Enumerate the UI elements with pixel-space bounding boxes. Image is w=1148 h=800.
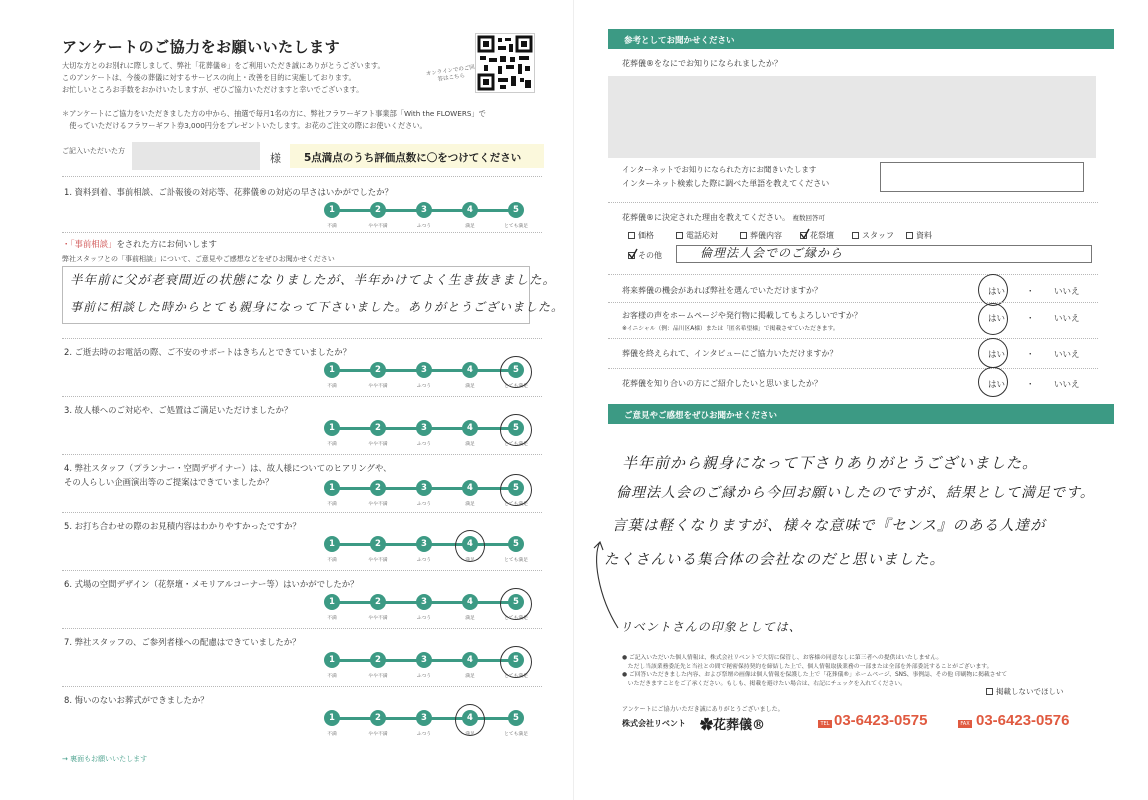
reference-section-header: 参考としてお聞かせください	[608, 29, 1114, 49]
rating-scale-q3[interactable]	[316, 420, 532, 448]
rating-option[interactable]: 3	[416, 536, 432, 552]
rating-option[interactable]: 4	[462, 652, 478, 668]
handwritten-other-reason: 倫理法人会でのご縁から	[700, 246, 844, 260]
scale-label: とても満足	[504, 616, 528, 621]
scale-label: 満足	[465, 384, 475, 389]
scale-label: ふつう	[416, 732, 432, 737]
scale-label: 満足	[465, 616, 475, 621]
divider	[608, 274, 1098, 275]
question-3: 3. 故人様へのご対応や、ご処置はご満足いただけましたか？	[64, 405, 293, 415]
name-field-redacted[interactable]	[132, 142, 260, 170]
rating-option[interactable]: 1	[324, 202, 340, 218]
scale-label: 満足	[465, 732, 475, 737]
how-did-you-know-question: 花葬儀®をなにでお知りになられましたか？	[622, 59, 782, 68]
intro-line: 大切な方とのお別れに際しまして、弊社「花葬儀®」をご利用いただき誠にありがとうございます。	[62, 61, 385, 70]
scale-label: とても満足	[504, 732, 528, 737]
rating-option[interactable]: 3	[416, 420, 432, 436]
divider	[62, 232, 542, 233]
scale-label: 不満	[327, 674, 337, 679]
thank-you-note: アンケートにご協力いただき誠にありがとうございました。	[622, 706, 784, 713]
name-label: ご記入いただいた方	[62, 147, 125, 155]
scale-label: やや不満	[368, 224, 388, 229]
name-suffix: 様	[270, 152, 281, 165]
question-4: 4. 弊社スタッフ（プランナー・空間デザイナー）は、故人様についてのヒアリングや、	[64, 463, 392, 473]
separator-dot: ・	[1026, 380, 1035, 390]
question-5: 5. お打ち合わせの際のお見積内容はわかりやすかったですか？	[64, 521, 301, 531]
intro-line: このアンケートは、今後の葬儀に対するサービスの向上・改善を目的に実施しております。	[62, 73, 356, 82]
divider	[608, 202, 1098, 203]
reason-label: その他	[638, 251, 662, 260]
scale-label: ふつう	[416, 502, 432, 507]
scale-label: とても満足	[504, 502, 528, 507]
rating-option[interactable]: 5	[508, 594, 524, 610]
handwritten-arrow-icon	[590, 536, 622, 636]
reason-checkbox-phone[interactable]	[676, 230, 718, 241]
checkbox-icon[interactable]	[800, 232, 807, 239]
company-name: 株式会社リベント	[622, 719, 686, 728]
yes-option[interactable]: はい	[988, 380, 1006, 390]
rating-option[interactable]: 1	[324, 594, 340, 610]
scale-label: 不満	[327, 558, 337, 563]
rating-option[interactable]: 2	[370, 652, 386, 668]
page-title: アンケートのご協力をお願いいたします	[62, 38, 341, 56]
rating-option[interactable]: 1	[324, 536, 340, 552]
rating-scale-q6[interactable]	[316, 594, 532, 622]
rating-scale-q7[interactable]	[316, 652, 532, 680]
checkbox-icon[interactable]	[676, 232, 683, 239]
rating-option[interactable]: 3	[416, 652, 432, 668]
handwritten-selection-circle	[500, 646, 532, 678]
scale-label: 満足	[465, 558, 475, 563]
privacy-line: いただきますことをご了承ください。もしも、掲載を避けたい場合は、右記にチェックを入れてください。	[622, 680, 906, 687]
divider	[62, 396, 542, 397]
rating-option[interactable]: 2	[370, 420, 386, 436]
reason-checkbox-altar[interactable]	[800, 230, 834, 241]
search-words-field[interactable]	[880, 162, 1084, 192]
handwritten-selection-circle	[978, 338, 1008, 368]
rating-option[interactable]: 1	[324, 652, 340, 668]
divider	[608, 368, 1098, 369]
reason-label: 電話応対	[686, 231, 718, 240]
rating-scale-q2[interactable]	[316, 362, 532, 390]
divider	[608, 338, 1098, 339]
question-6: 6. 式場の空間デザイン（花祭壇・メモリアルコーナー等）はいかがでしたか？	[64, 579, 359, 589]
handwritten-selection-circle	[978, 367, 1008, 397]
scale-label: やや不満	[368, 502, 388, 507]
internet-question-intro: インターネットでお知りになられた方にお聞きいたします	[622, 165, 817, 174]
notice-line: ＊アンケートにご協力をいただきました方の中から、抽選で毎月1名の方に、弊社フラワーギフト事業部「With the FLOWERS」で	[62, 109, 486, 118]
rating-option[interactable]: 3	[416, 710, 432, 726]
handwritten-opinion: たくさんいる集合体の会社なのだと思いました。	[604, 552, 945, 568]
scale-label: ふつう	[416, 442, 432, 447]
rating-option[interactable]: 1	[324, 710, 340, 726]
reason-label: スタッフ	[862, 231, 894, 240]
handwritten-opinion: 半年前から親身になって下さりありがとうございました。	[622, 454, 1039, 472]
consult-heading	[62, 238, 217, 250]
scale-label: 満足	[465, 224, 475, 229]
checkbox-icon[interactable]	[906, 232, 913, 239]
rating-option[interactable]: 2	[370, 480, 386, 496]
internet-search-question: インターネット検索した際に調べた単語を教えてください	[622, 179, 830, 188]
question-2: 2. ご逝去時のお電話の際、ご不安のサポートはきちんとできていましたか？	[64, 347, 352, 357]
handwritten-opinion-note: リベントさんの印象としては、	[620, 620, 802, 634]
brand-logo	[700, 714, 765, 733]
scale-label: ふつう	[416, 674, 432, 679]
no-option[interactable]: いいえ	[1054, 350, 1080, 360]
yn-question-referral: 花葬儀を知り合いの方にご紹介したいと思いましたか？	[622, 379, 822, 388]
yn-question-future: 将来葬儀の機会があれば弊社を選んでいただけますか？	[622, 286, 822, 295]
handwritten-selection-circle	[978, 303, 1008, 335]
question-4-line-2: その人らしい企画演出等のご提案はできていましたか？	[64, 477, 274, 487]
rating-option[interactable]: 5	[508, 710, 524, 726]
scale-label: とても満足	[504, 558, 528, 563]
no-option[interactable]: いいえ	[1054, 380, 1080, 390]
no-option[interactable]: いいえ	[1054, 287, 1080, 297]
scale-label: やや不満	[368, 442, 388, 447]
divider	[62, 454, 542, 455]
scale-label: 満足	[465, 442, 475, 447]
intro-line: お忙しいところお手数をおかけいたしますが、ぜひご協力いただけますと幸いでございます。	[62, 85, 364, 94]
scale-label: とても満足	[504, 224, 528, 229]
reason-checkbox-other[interactable]	[628, 250, 662, 261]
rating-option[interactable]: 4	[462, 420, 478, 436]
checkbox-icon[interactable]	[628, 232, 635, 239]
rating-option[interactable]: 4	[462, 202, 478, 218]
checkbox-icon[interactable]	[628, 252, 635, 259]
handwritten-selection-circle	[500, 414, 532, 446]
rating-option[interactable]: 5	[508, 362, 524, 378]
rating-option[interactable]: 1	[324, 362, 340, 378]
rating-option[interactable]: 5	[508, 652, 524, 668]
fax-tag: FAX	[958, 720, 972, 728]
yn-question-publish: お客様の声をホームページや発行物に掲載してもよろしいですか？	[622, 311, 862, 320]
reason-label: 資料	[916, 231, 932, 240]
rating-option[interactable]: 5	[508, 202, 524, 218]
qr-code-icon[interactable]	[475, 33, 535, 93]
turn-over-note: → 裏面もお願いいたします	[62, 755, 148, 763]
separator-dot: ・	[1026, 314, 1035, 324]
gift-notice	[62, 108, 542, 132]
yn-question-interview: 葬儀を終えられて、インタビューにご協力いただけますか？	[622, 349, 838, 358]
rating-option[interactable]: 4	[462, 362, 478, 378]
scale-label: ふつう	[416, 558, 432, 563]
scale-label: やや不満	[368, 558, 388, 563]
question-1: 1. 資料到着、事前相談、ご訃報後の対応等、花葬儀®の対応の早さはいかがでしたか？	[64, 187, 393, 197]
yes-option[interactable]: はい	[988, 314, 1006, 324]
scale-label: 満足	[465, 502, 475, 507]
reason-question-text: 花葬儀®に決定された理由を教えてください。	[622, 213, 790, 222]
separator-dot: ・	[1026, 350, 1035, 360]
handwritten-selection-circle	[455, 530, 485, 562]
handwritten-answer: 半年前に父が老衰間近の状態になりましたが、半年かけてよく生き抜きました。	[70, 272, 557, 287]
scale-label: 満足	[465, 674, 475, 679]
scale-label: とても満足	[504, 674, 528, 679]
scale-label: 不満	[327, 616, 337, 621]
reason-label: 花祭壇	[810, 231, 834, 240]
rating-option[interactable]: 1	[324, 480, 340, 496]
scale-label: 不満	[327, 732, 337, 737]
reason-checkbox-price[interactable]	[628, 230, 654, 241]
reason-checkbox-materials[interactable]	[906, 230, 932, 241]
scale-label: 不満	[327, 442, 337, 447]
opinion-section-header: ご意見やご感想をぜひお聞かせください	[608, 404, 1114, 424]
scale-label: 不満	[327, 224, 337, 229]
checkbox-icon[interactable]	[852, 232, 859, 239]
reason-checkbox-staff[interactable]	[852, 230, 894, 241]
divider	[62, 628, 542, 629]
rating-option[interactable]: 1	[324, 420, 340, 436]
phone-number[interactable]: 03-6423-0575	[834, 712, 928, 729]
rating-option[interactable]: 5	[508, 536, 524, 552]
privacy-notice	[622, 654, 1092, 688]
handwritten-selection-circle	[455, 704, 485, 736]
rating-option[interactable]: 2	[370, 362, 386, 378]
handwritten-opinion: 倫理法人会のご縁から今回お願いしたのですが、結果として満足です。	[616, 485, 1095, 501]
consult-heading-text: をされた方にお伺いします	[116, 239, 217, 249]
page-divider	[573, 0, 574, 800]
scale-label: とても満足	[504, 442, 528, 447]
rating-scale-q1[interactable]	[316, 202, 532, 230]
divider	[62, 176, 542, 177]
handwritten-selection-circle	[500, 474, 532, 506]
privacy-line: ● ご記入いただいた個人情報は、株式会社リベントで大切に保管し、お客様の同意なしに第三者への提供はいたしません。	[622, 655, 943, 661]
yes-option[interactable]: はい	[988, 287, 1006, 297]
rating-option[interactable]: 2	[370, 536, 386, 552]
divider	[62, 686, 542, 687]
scale-label: 不満	[327, 384, 337, 389]
rating-option[interactable]: 4	[462, 710, 478, 726]
rating-option[interactable]: 2	[370, 710, 386, 726]
rating-option[interactable]: 4	[462, 536, 478, 552]
do-not-publish-label: 掲載しないでほしい	[996, 687, 1064, 696]
scale-label: やや不満	[368, 384, 388, 389]
question-8: 8. 悔いのないお葬式ができましたか？	[64, 695, 209, 705]
rating-option[interactable]: 5	[508, 480, 524, 496]
consult-subheading: 弊社スタッフとの「事前相談」について、ご意見やご感想などをぜひお聞かせください	[62, 255, 335, 263]
redacted-answers	[608, 76, 1096, 158]
checkbox-icon[interactable]	[740, 232, 747, 239]
divider	[62, 570, 542, 571]
publish-note: ※イニシャル（例：品川区A様）または「匿名希望様」で掲載させていただきます。	[622, 326, 839, 332]
no-option[interactable]: いいえ	[1054, 314, 1080, 324]
rating-option[interactable]: 3	[416, 594, 432, 610]
rating-option[interactable]: 5	[508, 420, 524, 436]
privacy-line: ● ご回答いただきました内容、および祭壇の画像は個人情報を保護した上で「花葬儀®」ホームページ、SNS、事例誌、その他 印刷物に掲載させて	[622, 672, 1008, 678]
intro-text	[62, 60, 457, 96]
scale-label: 不満	[327, 502, 337, 507]
rating-option[interactable]: 2	[370, 202, 386, 218]
handwritten-selection-circle	[500, 588, 532, 620]
separator-dot: ・	[1026, 287, 1035, 297]
privacy-line: ただし当該業務委託先と当社との間で秘密保持契約を締結した上で、個人情報取扱業務の一部または全部を外部委託することがございます。	[622, 663, 993, 670]
evaluation-instruction: 5点満点のうち評価点数に〇をつけてください	[290, 144, 544, 168]
multiple-answers-note: 複数回答可	[792, 214, 826, 222]
yes-option[interactable]: はい	[988, 350, 1006, 360]
notice-line: 使っていただけるフラワーギフト券3,000円分をプレゼントいたします。お花のご注文の際にお使いください。	[62, 121, 427, 130]
do-not-publish-checkbox[interactable]	[986, 686, 1064, 697]
rating-option[interactable]: 3	[416, 480, 432, 496]
divider	[62, 512, 542, 513]
rating-option[interactable]: 4	[462, 480, 478, 496]
consult-heading-mark: ・「事前相談」	[62, 239, 117, 249]
fax-number[interactable]: 03-6423-0576	[976, 712, 1070, 729]
handwritten-selection-circle	[500, 356, 532, 388]
scale-label: やや不満	[368, 674, 388, 679]
checkbox-icon[interactable]	[986, 688, 993, 695]
handwritten-answer: 事前に相談した時からとても親身になって下さいました。ありがとうございました。	[70, 300, 565, 314]
rating-option[interactable]: 3	[416, 202, 432, 218]
rating-scale-q5[interactable]	[316, 536, 532, 564]
rating-option[interactable]: 2	[370, 594, 386, 610]
scale-label: やや不満	[368, 616, 388, 621]
scale-label: とても満足	[504, 384, 528, 389]
handwritten-opinion: 言葉は軽くなりますが、様々な意味で『センス』のある人達が	[612, 518, 1046, 534]
divider	[62, 338, 542, 339]
reason-label: 価格	[638, 231, 654, 240]
rating-option[interactable]: 3	[416, 362, 432, 378]
reason-checkbox-content[interactable]	[740, 230, 782, 241]
reason-question	[622, 212, 825, 223]
rating-scale-q8[interactable]	[316, 710, 532, 738]
scale-label: ふつう	[416, 616, 432, 621]
scale-label: ふつう	[416, 384, 432, 389]
reason-label: 葬儀内容	[750, 231, 782, 240]
question-7: 7. 弊社スタッフの、ご参列者様への配慮はできていましたか？	[64, 637, 301, 647]
brand-name: 花葬儀®	[713, 718, 766, 733]
rating-scale-q4[interactable]	[316, 480, 532, 508]
rating-option[interactable]: 4	[462, 594, 478, 610]
scale-label: ふつう	[416, 224, 432, 229]
qr-label: オンラインでのご回答はこちら	[425, 64, 476, 83]
divider	[608, 302, 1098, 303]
tel-tag: TEL	[818, 720, 832, 728]
flower-logo-icon: ✿	[700, 718, 714, 733]
scale-label: やや不満	[368, 732, 388, 737]
